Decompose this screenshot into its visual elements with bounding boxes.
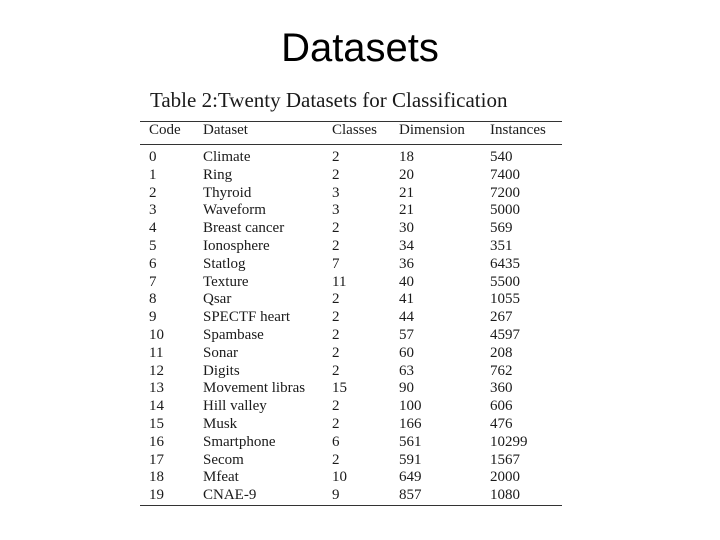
table-cell-code: 14 (149, 398, 164, 415)
table-cell-code: 2 (149, 184, 157, 201)
table-cell-code: 12 (149, 362, 164, 379)
table-cell-classes: 10 (332, 469, 347, 486)
table-cell-dimension: 30 (399, 220, 414, 237)
table-cell-code: 9 (149, 309, 157, 326)
table-cell-dataset: Ring (203, 166, 233, 183)
table-cell-instances: 208 (490, 344, 513, 361)
table-cell-dataset: Statlog (203, 255, 246, 272)
table-cell-code: 16 (149, 433, 164, 450)
table-cell-instances: 476 (490, 416, 513, 432)
table-cell-classes: 7 (332, 255, 340, 272)
slide-title: Datasets (281, 26, 439, 70)
table-cell-dataset: Spambase (203, 327, 264, 343)
table-cell-dimension: 18 (399, 149, 414, 165)
table-cell-dataset: Smartphone (203, 433, 276, 450)
table-cell-code: 17 (149, 451, 164, 468)
table-cell-dimension: 20 (399, 166, 414, 183)
table-cell-dataset: Digits (203, 362, 240, 379)
header-classes: Classes (332, 122, 377, 138)
table-cell-dataset: Waveform (203, 202, 266, 219)
dataset-table (140, 88, 562, 508)
table-cell-instances: 5500 (490, 273, 520, 290)
table-cell-code: 8 (149, 291, 157, 308)
table-cell-dimension: 21 (399, 202, 414, 219)
bottom-rule (140, 505, 562, 506)
table-cell-code: 18 (149, 469, 164, 486)
table-cell-classes: 9 (332, 487, 340, 504)
table-cell-instances: 267 (490, 309, 513, 326)
table-cell-code: 15 (149, 416, 164, 432)
table-cell-dimension: 40 (399, 273, 414, 290)
table-caption: Table 2:Twenty Datasets for Classification (150, 88, 508, 112)
table-cell-dataset: Movement libras (203, 380, 306, 397)
table-cell-dataset: Ionosphere (203, 238, 270, 254)
table-cell-instances: 1080 (490, 487, 520, 504)
table-cell-dimension: 100 (399, 398, 422, 415)
table-cell-classes: 15 (332, 380, 347, 397)
table-cell-classes: 2 (332, 166, 340, 183)
table-cell-classes: 2 (332, 327, 340, 343)
table-cell-code: 6 (149, 255, 157, 272)
table-cell-instances: 7400 (490, 166, 520, 183)
table-cell-code: 13 (149, 380, 164, 397)
table-cell-dataset: Musk (203, 416, 238, 432)
header-code: Code (149, 122, 181, 138)
table-cell-dataset: CNAE-9 (203, 487, 257, 504)
table-cell-dimension: 90 (399, 380, 414, 397)
table-cell-dimension: 60 (399, 344, 414, 361)
table-cell-dimension: 41 (399, 291, 414, 308)
table-cell-dataset: Breast cancer (203, 220, 285, 237)
table-cell-classes: 6 (332, 433, 340, 450)
table-cell-classes: 2 (332, 149, 340, 165)
table-cell-dimension: 57 (399, 327, 414, 343)
table-cell-instances: 2000 (490, 469, 520, 486)
table-cell-dimension: 166 (399, 416, 422, 432)
table-cell-instances: 1567 (490, 451, 520, 468)
table-cell-classes: 2 (332, 451, 340, 468)
table-cell-dataset: SPECTF heart (203, 309, 291, 326)
table-cell-dimension: 561 (399, 433, 422, 450)
table-cell-dimension: 591 (399, 451, 422, 468)
table-cell-classes: 2 (332, 291, 340, 308)
table-cell-instances: 10299 (490, 433, 528, 450)
table-cell-dataset: Hill valley (203, 398, 267, 415)
table-cell-classes: 2 (332, 416, 340, 432)
table-cell-classes: 11 (332, 273, 347, 290)
table-cell-dataset: Secom (203, 451, 244, 468)
table-cell-code: 3 (149, 202, 157, 219)
table-cell-code: 11 (149, 344, 164, 361)
table-cell-dataset: Texture (203, 273, 249, 290)
table-cell-code: 4 (149, 220, 157, 237)
table-cell-code: 1 (149, 166, 157, 183)
table-cell-dataset: Thyroid (203, 184, 252, 201)
table-cell-code: 0 (149, 149, 157, 165)
table-cell-instances: 7200 (490, 184, 520, 201)
table-cell-dataset: Climate (203, 149, 251, 165)
table-cell-classes: 2 (332, 238, 340, 254)
table-cell-instances: 606 (490, 398, 513, 415)
table-cell-dimension: 63 (399, 362, 414, 379)
table-cell-instances: 5000 (490, 202, 520, 219)
table-cell-dimension: 34 (399, 238, 414, 254)
table-cell-instances: 540 (490, 149, 513, 165)
table-cell-dataset: Qsar (203, 291, 232, 308)
table-cell-classes: 2 (332, 344, 340, 361)
table-cell-instances: 762 (490, 362, 513, 379)
table-cell-instances: 6435 (490, 255, 520, 272)
header-dataset: Dataset (203, 122, 248, 138)
table-cell-instances: 360 (490, 380, 513, 397)
table-cell-classes: 2 (332, 309, 340, 326)
table-cell-classes: 2 (332, 398, 340, 415)
table-cell-instances: 4597 (490, 327, 520, 343)
table-cell-dimension: 44 (399, 309, 414, 326)
table-cell-classes: 3 (332, 202, 340, 219)
table-cell-code: 10 (149, 327, 164, 343)
table-cell-instances: 569 (490, 220, 513, 237)
header-instances: Instances (490, 122, 546, 138)
header-rule (140, 144, 562, 145)
table-cell-dimension: 857 (399, 487, 422, 504)
table-cell-dimension: 649 (399, 469, 422, 486)
table-cell-code: 7 (149, 273, 157, 290)
table-cell-classes: 3 (332, 184, 340, 201)
table-cell-dimension: 36 (399, 255, 414, 272)
table-cell-instances: 351 (490, 238, 513, 254)
table-cell-code: 5 (149, 238, 157, 254)
table-cell-dimension: 21 (399, 184, 414, 201)
table-cell-instances: 1055 (490, 291, 520, 308)
table-cell-classes: 2 (332, 220, 340, 237)
table-cell-classes: 2 (332, 362, 340, 379)
header-dimension: Dimension (399, 122, 465, 138)
table-cell-dataset: Sonar (203, 344, 238, 361)
table-cell-code: 19 (149, 487, 164, 504)
table-cell-dataset: Mfeat (203, 469, 239, 486)
